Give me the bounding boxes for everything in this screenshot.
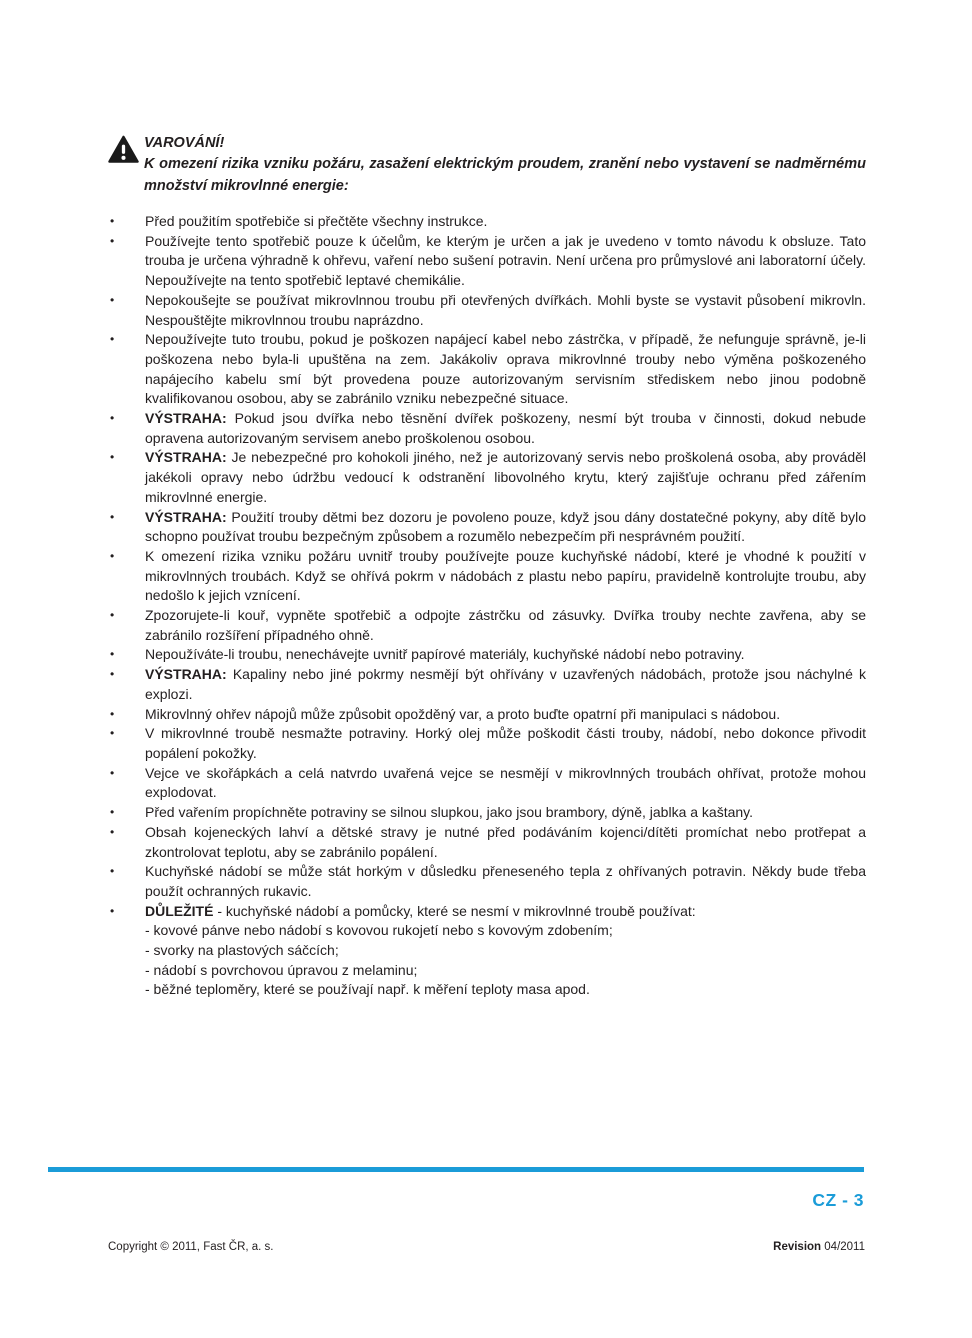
list-item-text <box>145 291 866 330</box>
list-item-text <box>145 665 866 704</box>
bullet-icon: • <box>110 765 115 780</box>
bullet-icon: • <box>110 509 115 524</box>
bullet-icon: • <box>110 292 115 307</box>
warning-body: K omezení rizika vzniku požáru, zasažení elektrickým proudem, zranění nebo vystavení se nadměrnému množství mikrovlnné energie: <box>144 156 866 194</box>
item-text: Mikrovlnný ohřev nápojů může způsobit opožděný var, a proto buďte opatrní při manipulaci s nádobou. <box>145 705 781 722</box>
item-bold-prefix: VÝSTRAHA: <box>145 666 227 683</box>
item-text: Pokud jsou dvířka nebo těsnění dvířek poškozeny, nesmí být trouba v činnosti, dokud nebude opravena autorizovaným servisem anebo proškolenou osobou. <box>145 410 866 446</box>
list-item-text <box>145 862 866 901</box>
item-text: Kuchyňské nádobí se může stát horkým v důsledku přeneseného tepla z ohřívaných potravin. Někdy bude třeba použít ochranných rukavic. <box>145 863 866 899</box>
bullet-icon: • <box>110 647 115 662</box>
item-text: Používejte tento spotřebič pouze k účelům, ke kterým je určen a jak je uvedeno v tomto návodu k obsluze. Tato trouba je určena výhradně k ohřevu, vaření nebo sušení potravin. Není určena pro průmyslové ani laboratorní účely. Nepoužívejte na tento spotřebič leptavé chemikálie. <box>145 232 866 289</box>
sub-line: - nádobí s povrchovou úpravou z melaminu; <box>145 961 418 978</box>
list-item <box>108 212 866 232</box>
bullet-icon: • <box>110 824 115 839</box>
page-number: CZ - 3 <box>812 1190 864 1210</box>
bullet-icon: • <box>110 332 115 347</box>
list-item <box>108 645 866 665</box>
bullet-icon: • <box>110 805 115 820</box>
list-item <box>108 232 866 291</box>
item-text: Nepokoušejte se používat mikrovlnnou troubu při otevřených dvířkách. Mohli byste se vystavit působení mikrovln. Nespouštějte mikrovlnnou troubu naprázdno. <box>145 291 866 328</box>
item-text: Kapaliny nebo jiné pokrmy nesmějí být ohřívány v uzavřených nádobách, protože jsou náchylné k explozi. <box>145 666 866 702</box>
item-text: V mikrovlnné troubě nesmažte potraviny. Horký olej může poškodit části trouby, nádobí, nebo dokonce přivodit popálení pokožky. <box>145 725 866 761</box>
item-text: K omezení rizika vzniku požáru uvnitř trouby používejte pouze kuchyňské nádobí, které je vhodné k použití v mikrovlnných troubách. Když se ohřívá pokrm v nádobách z plastu nebo papíru, pravidelně kontrolujte troubu, aby nedošlo k jejich vznícení. <box>145 547 866 604</box>
list-item <box>108 547 866 606</box>
warning-icon <box>108 133 144 169</box>
item-bold-prefix: VÝSTRAHA: <box>145 449 227 466</box>
item-text: Před vařením propíchněte potraviny se silnou slupkou, jako jsou brambory, dýně, jablka a kaštany. <box>145 804 754 821</box>
bullet-icon: • <box>110 903 115 918</box>
list-item-text <box>145 705 866 725</box>
list-item <box>108 902 866 1001</box>
bullet-icon: • <box>110 608 115 623</box>
list-item-text <box>145 409 866 448</box>
list-item <box>108 448 866 507</box>
sub-line: - běžné teploměry, které se používají např. k měření teploty masa apod. <box>145 981 590 998</box>
list-item-text <box>145 212 866 232</box>
item-text: Je nebezpečné pro kohokoli jiného, než je autorizovaný servis nebo proškolená osoba, aby prováděl jakékoli opravy nebo údržbu vedoucí k odstranění libovolného krytu, který zajišťuje ochranu před zářením mikrovlnné energie. <box>145 449 866 505</box>
item-text: Nepoužívejte tuto troubu, pokud je poškozen napájecí kabel nebo zástrčka, v případě, že nefunguje správně, je-li poškozena nebo byla-li upuštěna na zem. Jakákoliv oprava mikrovlnné trouby nebo výměna poškozeného napájecího kabelu smí být provedena pouze autorizovaným servisním střediskem nebo jinou podobně kvalifikovanou osobou, aby se zabránilo vzniku nebezpečné situace. <box>145 331 866 407</box>
list-item-text <box>145 803 866 823</box>
item-text: Před použitím spotřebiče si přečtěte všechny instrukce. <box>145 213 488 229</box>
bullet-icon: • <box>110 233 115 248</box>
item-text: Obsah kojeneckých lahví a dětské stravy je nutné před podáváním kojenci/dítěti promíchat nebo protřepat a zkontrolovat teplotu, aby se zabránilo popálení. <box>145 823 866 860</box>
item-bold-prefix: VÝSTRAHA: <box>145 508 227 525</box>
footer <box>108 1241 865 1253</box>
warning-text-block <box>144 133 866 197</box>
list-item <box>108 606 866 645</box>
list-item <box>108 508 866 547</box>
bullet-icon: • <box>110 214 115 228</box>
warning-title: VAROVÁNÍ! <box>144 135 225 151</box>
list-item-text <box>145 448 866 507</box>
bullet-icon: • <box>110 864 115 879</box>
item-text: Nepoužíváte-li troubu, nenechávejte uvnitř papírové materiály, kuchyňské nádobí nebo potraviny. <box>145 646 745 663</box>
bullet-icon: • <box>110 411 115 426</box>
sub-line: - kovové pánve nebo nádobí s kovovou rukojetí nebo s kovovým zdobením; <box>145 922 613 939</box>
copyright-text: Copyright © 2011, Fast ČR, a. s. <box>108 1241 274 1253</box>
list-item <box>108 330 866 409</box>
list-item <box>108 823 866 862</box>
list-item-text <box>145 330 866 409</box>
list-item <box>108 291 866 330</box>
list-item-text <box>145 724 866 763</box>
item-text: - kuchyňské nádobí a pomůcky, které se nesmí v mikrovlnné troubě používat: <box>213 902 696 919</box>
revision-label: Revision <box>773 1241 822 1253</box>
sub-line: - svorky na plastových sáčcích; <box>145 942 339 959</box>
list-item-text <box>145 823 866 862</box>
item-text: Použití trouby dětmi bez dozoru je povoleno pouze, když jsou dány dostatečné pokyny, aby dítě bylo schopno používat troubu bezpečným způsobem a rozumělo nebezpečím při nesprávném použití. <box>145 508 866 545</box>
list-item <box>108 803 866 823</box>
list-item <box>108 409 866 448</box>
item-text: Zpozorujete-li kouř, vypněte spotřebič a odpojte zástrčku od zásuvky. Dvířka trouby nechte zavřena, aby se zabránilo rozšíření případného ohně. <box>145 607 866 643</box>
list-item <box>108 665 866 704</box>
revision-value: 04/2011 <box>821 1241 865 1253</box>
bullet-icon: • <box>110 726 115 741</box>
item-bold-prefix: VÝSTRAHA: <box>145 410 227 427</box>
bullet-icon: • <box>110 450 115 465</box>
list-item <box>108 724 866 763</box>
list-item-text <box>145 547 866 606</box>
bullet-icon: • <box>110 706 115 721</box>
list-item-text <box>145 508 866 547</box>
bullet-icon: • <box>110 548 115 563</box>
list-item-text <box>145 645 866 665</box>
item-bold-prefix: DŮLEŽITÉ <box>145 902 214 919</box>
list-item <box>108 862 866 901</box>
footer-divider <box>48 1167 864 1172</box>
list-item-text <box>145 606 866 645</box>
list-item-text <box>145 232 866 291</box>
safety-instructions-list <box>108 212 866 1000</box>
list-item-text <box>145 902 866 1001</box>
list-item <box>108 764 866 803</box>
revision-text <box>773 1241 865 1253</box>
warning-header <box>108 133 866 197</box>
list-item <box>108 705 866 725</box>
list-item-text <box>145 764 866 803</box>
bullet-icon: • <box>110 667 115 682</box>
item-text: Vejce ve skořápkách a celá natvrdo uvařená vejce se nesmějí v mikrovlnných troubách ohřívat, protože mohou explodovat. <box>145 764 866 801</box>
